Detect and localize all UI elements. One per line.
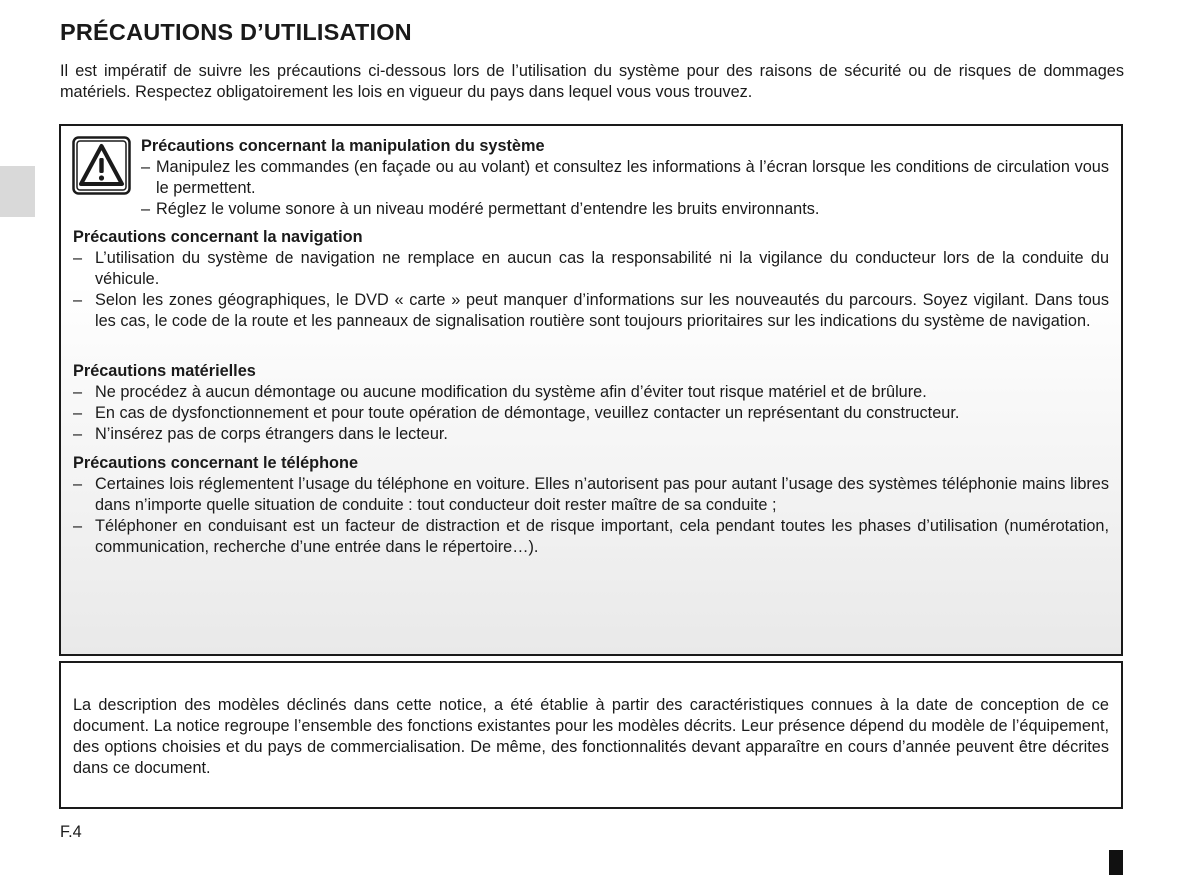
model-description-note	[59, 661, 1123, 809]
dash: –	[73, 475, 83, 493]
list-item: – En cas de dysfonctionnement et pour toute opération de démontage, veuillez contacter un représentant du constructeur.	[73, 404, 960, 422]
note-text: La description des modèles déclinés dans cette notice, a été établie à partir des caractéristiques connues à la date de conception de ce document. La notice regroupe l’ensemble des fonctions existantes pour les modèles décrits. Leur présence dépend du modèle de l’équipement, des options choisies et du pays de commercialisation. De même, des fonctionnalités devant apparaître en cours d’année peuvent être décrites dans ce document.	[73, 696, 1109, 777]
dash: –	[73, 404, 83, 422]
list-item: – Réglez le volume sonore à un niveau modéré permettant d’entendre les bruits environnants.	[141, 200, 820, 218]
list-item: – L’utilisation du système de navigation ne remplace en aucun cas la responsabilité ni la vigilance du conducteur lors de la conduite du véhicule.	[73, 249, 1109, 288]
dash: –	[73, 383, 83, 401]
list-item: – Téléphoner en conduisant est un facteur de distraction et de risque important, cela pendant toutes les phases d’utilisation (numérotation, communication, recherche d’une entrée dans le répertoire…).	[73, 517, 1109, 556]
page-corner-marker	[1109, 850, 1123, 875]
section-hardware	[73, 361, 1109, 445]
section-title: Précautions concernant le téléphone	[73, 454, 358, 472]
page-number: F.4	[60, 823, 82, 841]
section-title: Précautions matérielles	[73, 362, 256, 380]
dash: –	[73, 249, 83, 267]
list-item: – Certaines lois réglementent l’usage du téléphone en voiture. Elles n’autorisent pas pour autant l’usage des systèmes téléphonie mains libres dans n’importe quelle situation de conduite : tout conducteur doit rester maître de sa conduite ;	[73, 475, 1109, 514]
section-navigation	[73, 227, 1109, 332]
section-tab-marker	[0, 166, 35, 217]
list-item: – Ne procédez à aucun démontage ou aucune modification du système afin d’éviter tout risque matériel et de brûlure.	[73, 383, 927, 401]
dash: –	[73, 425, 83, 443]
page-title: PRÉCAUTIONS D’UTILISATION	[60, 19, 412, 45]
intro-paragraph: Il est impératif de suivre les précautions ci-dessous lors de l’utilisation du système pour des raisons de sécurité ou de risques de dommages matériels. Respectez obligatoirement les lois en vigueur du pays dans lequel vous vous trouvez.	[60, 62, 1124, 101]
warning-box	[59, 124, 1123, 656]
section-title: Précautions concernant la manipulation du système	[141, 137, 545, 155]
warning-triangle-icon	[72, 136, 131, 195]
dash: –	[141, 200, 151, 218]
dash: –	[73, 291, 83, 309]
dash: –	[141, 158, 151, 176]
section-system-handling	[141, 136, 1109, 220]
section-telephone	[73, 453, 1109, 558]
dash: –	[73, 517, 83, 535]
list-item: – N’insérez pas de corps étrangers dans le lecteur.	[73, 425, 448, 443]
list-item: – Manipulez les commandes (en façade ou au volant) et consultez les informations à l’écran lorsque les conditions de circulation vous le permettent.	[141, 158, 1109, 197]
section-title: Précautions concernant la navigation	[73, 228, 363, 246]
list-item: – Selon les zones géographiques, le DVD « carte » peut manquer d’informations sur les nouveautés du parcours. Soyez vigilant. Dans tous les cas, le code de la route et les panneaux de signalisation routière sont toujours prioritaires sur les indications du système de navigation.	[73, 291, 1109, 330]
